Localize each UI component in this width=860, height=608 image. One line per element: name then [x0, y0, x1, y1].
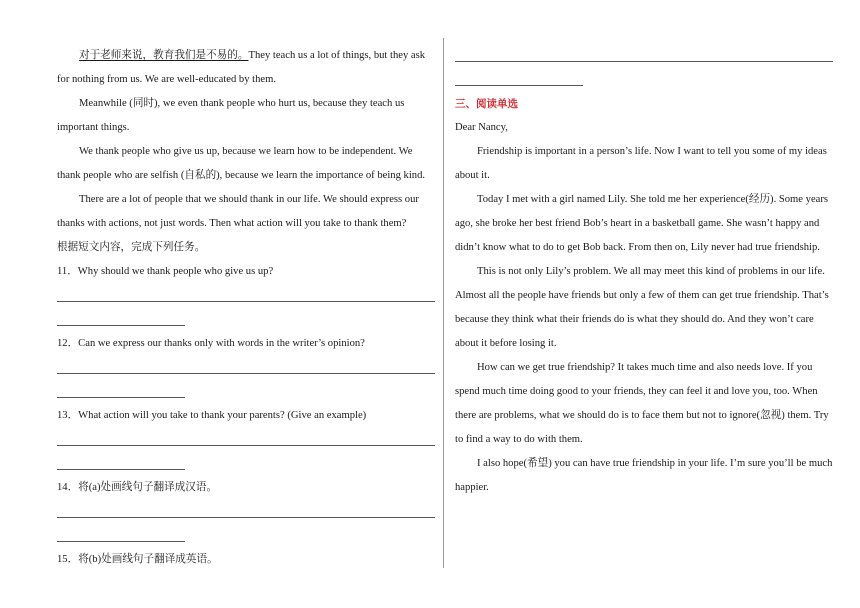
task-instruction: 根据短文内容，完成下列任务。 [57, 242, 206, 253]
paragraph-give-up: We thank people who give us up, because we learn how to be independent. We thank people who are selfish (自私的), because we learn the importance of being kind. [57, 146, 426, 181]
question-14: 14．将(a)处画线句子翻译成汉语。 [57, 482, 218, 493]
question-11: 11．Why should we thank people who give us up? [57, 266, 274, 277]
paragraph-how: How can we get true friendship? It takes much time and also needs love. If you spend much time doing good to your friends, they can feel it and love you, too. When there are problems, what we should do is to face them but not to ignore(忽视) them. Try to find a way to do with them. [455, 362, 829, 445]
section-title: 三、阅读单选 [455, 98, 518, 110]
letter-greeting: Dear Nancy, [455, 122, 508, 133]
answer-line-13b[interactable] [57, 452, 185, 476]
left-column [57, 0, 435, 572]
answer-line-11b[interactable] [57, 308, 185, 332]
answer-line-12a[interactable] [57, 356, 435, 380]
answer-line-14b[interactable] [57, 524, 185, 548]
paragraph-meanwhile: Meanwhile (同时), we even thank people who hurt us, because they teach us important things. [57, 98, 405, 133]
answer-line-15a[interactable] [455, 44, 833, 68]
paragraph-teachers: 对于老师来说，教育我们是不易的。They teach us a lot of things, but they ask for nothing from us. We are well-educated by them. [57, 50, 426, 85]
paragraph-friendship: Friendship is important in a person’s life. Now I want to tell you some of my ideas about it. [455, 146, 827, 181]
column-divider [443, 38, 444, 568]
paragraph-problem: This is not only Lily’s problem. We all may meet this kind of problems in our life. Almost all the people have friends but only a few of them can get true friendship. That’s because they think what their friends do is what they should do. And they won’t care about it before losing it. [455, 266, 829, 349]
paragraph-lily: Today I met with a girl named Lily. She told me her experience(经历). Some years ago, she broke her best friend Bob’s heart in a basketball game. She wasn’t happy and didn’t know what to do to get Bob back. From then on, Lily never had true friendship. [455, 194, 828, 253]
answer-line-13a[interactable] [57, 428, 435, 452]
question-12: 12．Can we express our thanks only with words in the writer’s opinion? [57, 338, 365, 349]
answer-line-14a[interactable] [57, 500, 435, 524]
answer-line-11a[interactable] [57, 284, 435, 308]
right-column [455, 0, 833, 500]
question-15: 15．将(b)处画线句子翻译成英语。 [57, 554, 218, 565]
paragraph-hope: I also hope(希望) you can have true friendship in your life. I’m sure you’ll be much happier. [455, 458, 833, 493]
paragraph-thank-people: There are a lot of people that we should thank in our life. We should express our thanks with actions, not just words. Then what action will you take to thank them? [57, 194, 419, 229]
question-13: 13．What action will you take to thank your parents? (Give an example) [57, 410, 367, 421]
answer-line-12b[interactable] [57, 380, 185, 404]
underlined-sentence-a: 对于老师来说，教育我们是不易的。 [79, 50, 249, 61]
answer-line-15b[interactable] [455, 68, 583, 92]
